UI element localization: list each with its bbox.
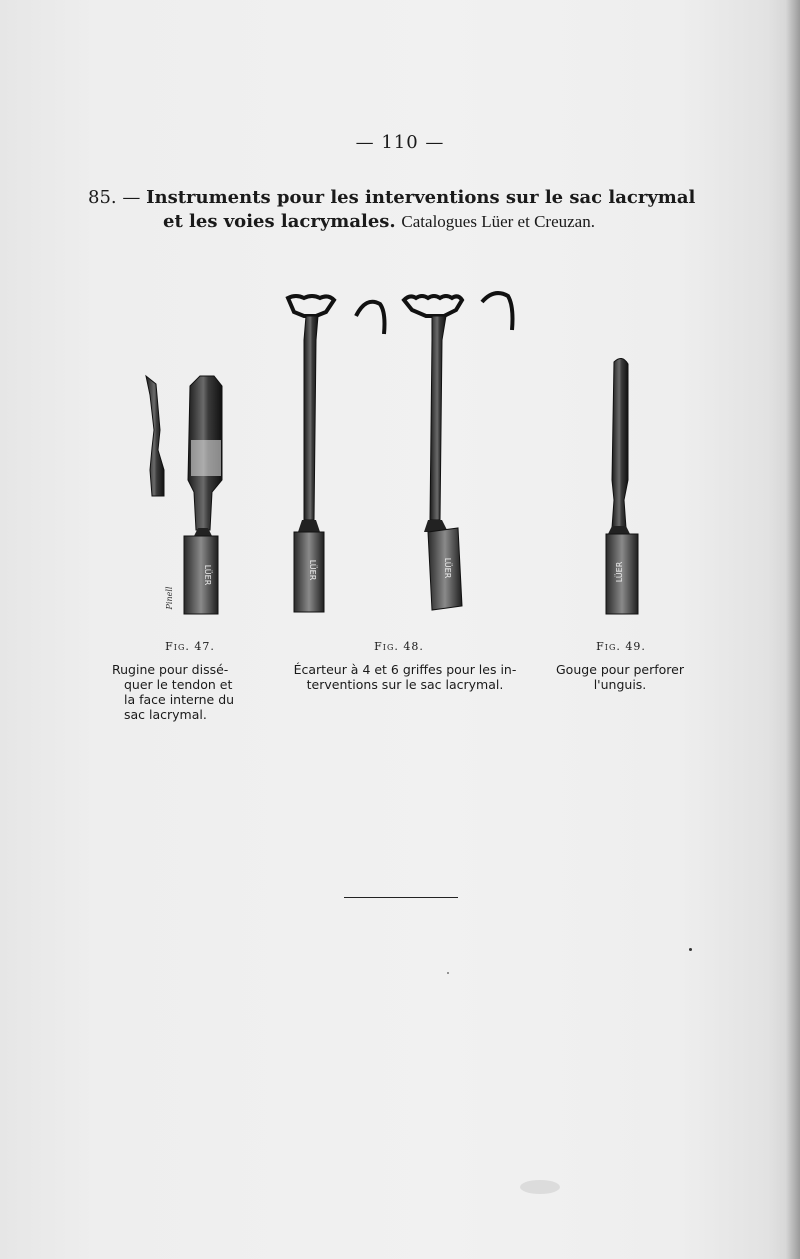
fig47-rugine-profile: [146, 376, 164, 496]
paper-speck: [689, 948, 692, 951]
fig47-caption: [112, 662, 272, 722]
section-end-rule: [344, 897, 458, 898]
fig47-label: Fig. 47.: [165, 640, 215, 653]
fig47-handle-mark: LÜER: [203, 564, 212, 586]
fig48-retractor-4-prong: [288, 296, 334, 612]
fig48-hook-profile-1: [356, 302, 385, 334]
fig48-caption: [280, 662, 530, 692]
section-catalogs: Catalogues Lüer et Creuzan.: [401, 212, 595, 231]
fig48-label: Fig. 48.: [374, 640, 424, 653]
fig49-caption-line: l'unguis.: [593, 677, 647, 692]
fig49-gouge: [606, 358, 638, 614]
fig48-hook-profile-2: [482, 293, 513, 330]
fig47-caption-line: sac lacrymal.: [124, 707, 207, 722]
engraver-mark: Pinell: [165, 586, 174, 610]
fig48a-handle-mark: LÜER: [308, 559, 317, 581]
fig49-handle-mark: LÜER: [615, 561, 624, 583]
section-title-line1: Instruments pour les interventions sur le sac lacrymal: [146, 187, 696, 208]
fig48b-handle-mark: LÜER: [443, 557, 452, 579]
fig48-caption-line: Écarteur à 4 et 6 griffes pour les in-: [293, 662, 517, 677]
paper-speck: [447, 972, 449, 974]
fig48-retractor-6-prong: [404, 296, 462, 610]
fig47-rugine: [165, 376, 222, 614]
fig47-caption-line: Rugine pour dissé-: [112, 662, 229, 677]
section-title-line2: et les voies lacrymales.: [163, 211, 396, 232]
fig49-caption-line: Gouge pour perforer: [556, 662, 684, 677]
paper-stain: [520, 1180, 560, 1194]
section-number: 85. —: [88, 187, 141, 208]
fig47-caption-line: la face interne du: [124, 692, 235, 707]
fig49-label: Fig. 49.: [596, 640, 646, 653]
page-number: — 110 —: [355, 132, 445, 153]
fig48-caption-line: terventions sur le sac lacrymal.: [306, 677, 504, 692]
fig49-caption: [540, 662, 700, 692]
fig47-caption-line: quer le tendon et: [124, 677, 233, 692]
